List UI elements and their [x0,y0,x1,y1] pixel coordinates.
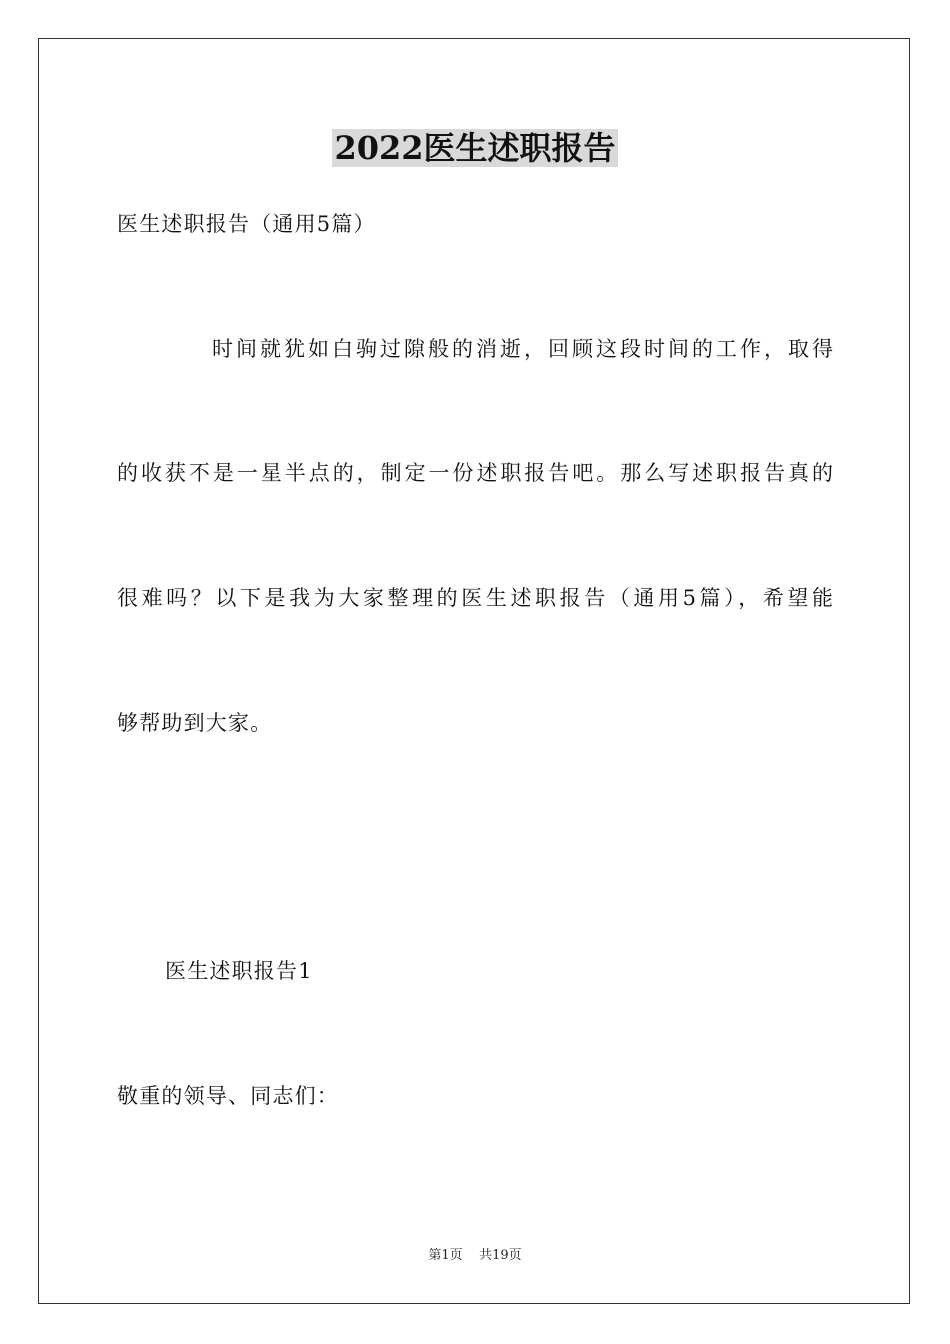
page-total: 共19页 [479,1248,522,1263]
section-heading: 医生述职报告1 [165,959,313,983]
document-title-text: 2022医生述职报告 [334,129,616,167]
document-subtitle: 医生述职报告（通用5篇） [117,212,376,236]
page-footer [0,1247,950,1265]
intro-line-1: 时间就犹如白驹过隙般的消逝，回顾这段时间的工作，取得 [212,337,833,361]
intro-line-2: 的收获不是一星半点的，制定一份述职报告吧。那么写述职报告真的 [117,461,833,485]
intro-line-3: 很难吗？以下是我为大家整理的医生述职报告（通用5篇），希望能 [117,586,833,610]
page-number: 第1页 [428,1248,463,1263]
document-title [0,126,950,170]
intro-line-4: 够帮助到大家。 [117,711,273,735]
salutation: 敬重的领导、同志们： [117,1084,339,1108]
